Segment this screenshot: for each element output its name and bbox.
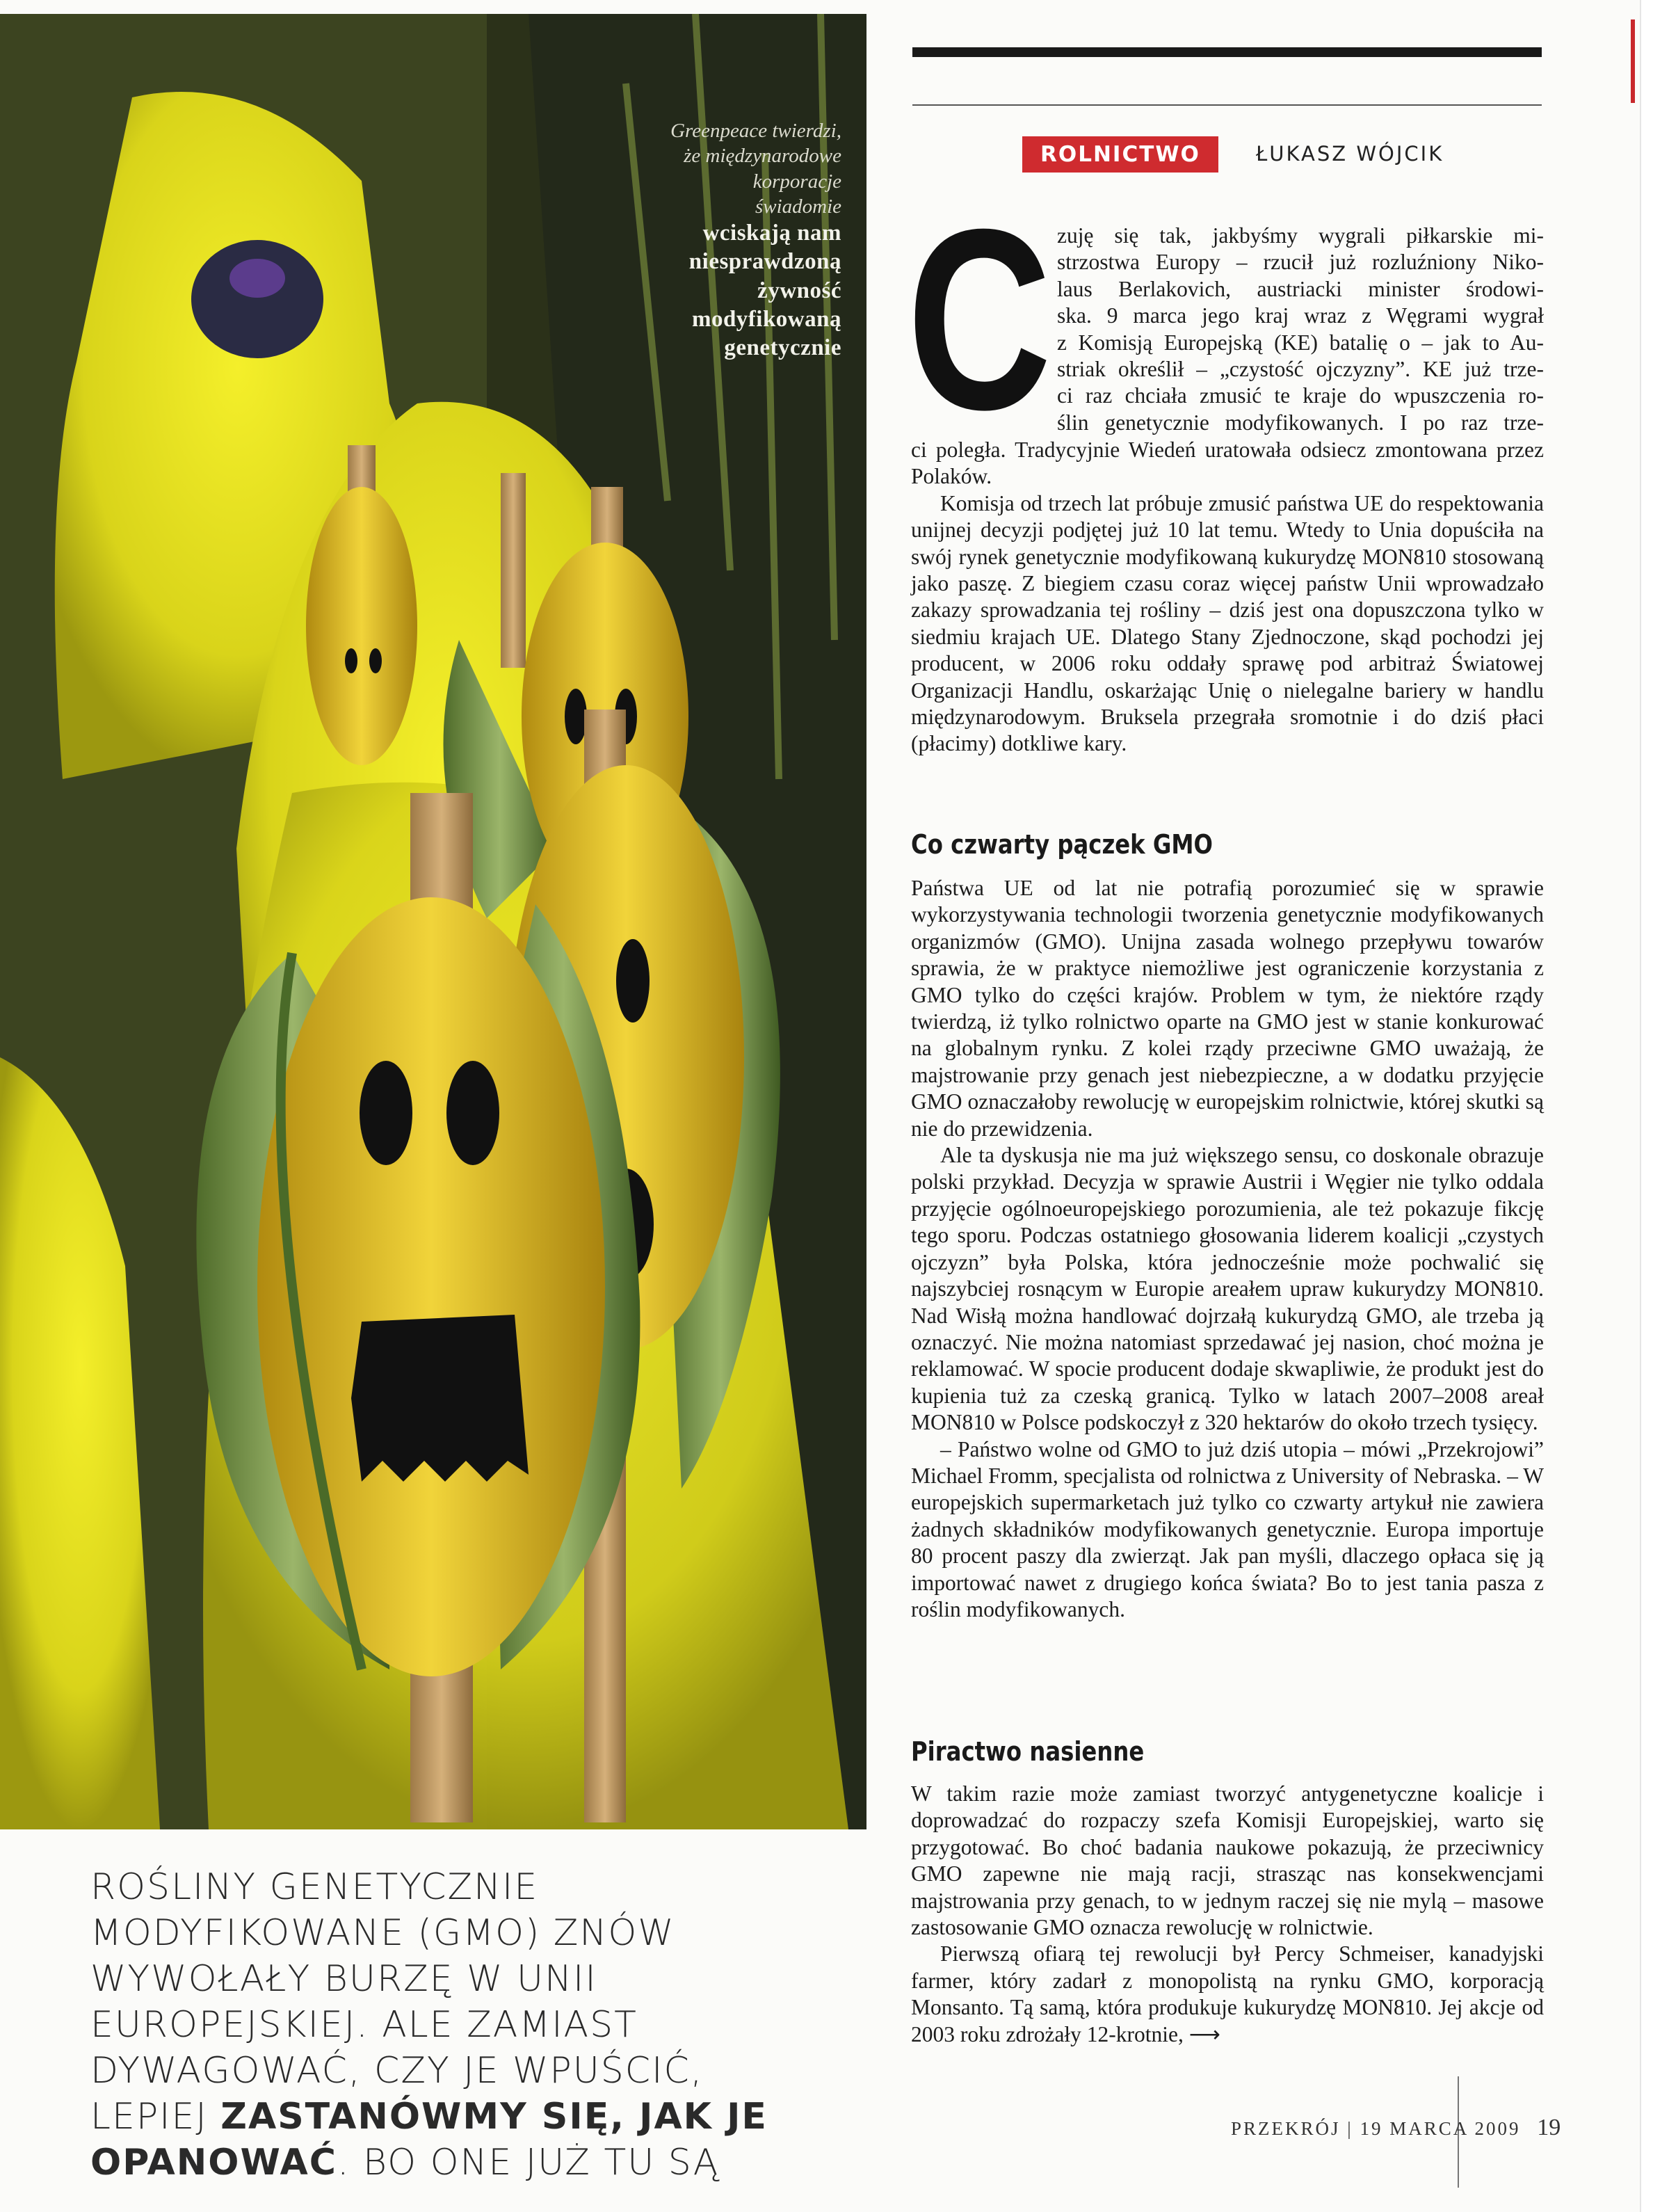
magazine-name: PRZEKRÓJ xyxy=(1231,2118,1341,2139)
page-margin-strip xyxy=(1640,0,1669,2212)
page-number: 19 xyxy=(1537,2115,1561,2140)
red-edge-mark xyxy=(1631,19,1635,103)
intro-line: ślin genetycznie modyfikowanych. I po raz trze- xyxy=(1057,410,1544,435)
intro-line: laus Berlakovich, austriacki minister środowi- xyxy=(1057,276,1544,301)
intro-line: ska. 9 marca jego kraj wraz z Węgrami wygrał xyxy=(1057,303,1544,328)
paragraph: W takim razie może zamiast tworzyć antygenetyczne koalicje i doprowadzać do rozpaczy szefa Komisji Europejskiej, warto się przygotować. Bo choć badania naukowe pokazują, że przeciwnicy GMO zapewne nie mają racji, strasząc nas konsekwencjami majstrowania przy genach, to w jednym raczej się nie mylą – masowe zastosowanie GMO oznacza rewolucję w rolnictwie. xyxy=(911,1781,1544,1940)
caption-italic-line: Greenpeace twierdzi, xyxy=(670,120,841,142)
article-photo xyxy=(0,14,866,1829)
caption-bold-line: genetycznie xyxy=(724,335,841,360)
paragraph: Państwa UE od lat nie potrafią porozumieć się w sprawie wykorzystywania technologii tworzenia genetycznie modyfikowanych organizmów (GMO). Unijna zasada wolnego przepływu towarów sprawia, że w praktyce niemożliwe jest ograniczenie korzystania z GMO tylko do części krajów. Problem w tym, że niektóre rządy twierdzą, iż tylko rolnictwo oparte na GMO jest w stanie konkurować na globalnym rynku. Z kolei rządy przeciwne GMO uważają, że majstrowanie przy genach jest niebezpieczne, a w dodatku przyjęcie GMO oznaczałoby rewolucję w europejskim rolnictwie, której skutki są nie do przewidzenia. xyxy=(911,876,1544,1141)
caption-bold-line: modyfikowaną xyxy=(691,306,841,332)
paragraph xyxy=(911,1941,1544,2048)
article-body-part3 xyxy=(911,1781,1544,2048)
subheading: Co czwarty pączek GMO xyxy=(911,829,1214,860)
issue-date: 19 MARCA 2009 xyxy=(1360,2118,1521,2139)
caption-bold-line: wciskają nam xyxy=(702,221,841,246)
caption-bold-line: żywność xyxy=(757,278,841,303)
footer-separator: | xyxy=(1347,2118,1353,2139)
caption-bold-line: niesprawdzoną xyxy=(688,249,841,275)
caption-italic-line: że międzynarodowe xyxy=(684,145,841,168)
top-rule xyxy=(912,47,1542,57)
paragraph: Komisja od trzech lat próbuje zmusić państwa UE do respektowania unijnej decyzji podjętej już 10 lat temu. Wtedy to Unia dopuściła na swój rynek genetycznie modyfikowaną kukurydzę MON810 stosowaną jako paszę. Z biegiem czasu coraz więcej państw Unii wprowadzało zakazy sprowadzania tej rośliny – dziś jest ona dopuszczona tylko w siedmiu krajach UE. Dlatego Stany Zjednoczone, skąd pochodzi jej producent, w 2006 roku oddały sprawę pod arbitraż Światowej Organizacji Handlu, oskarżając Unię o nielegalne bariery w handlu międzynarodowym. Bruksela przegrała sromotnie i do dziś płaci (płacimy) dotkliwe kary. xyxy=(911,490,1544,756)
photo-caption xyxy=(584,118,841,362)
lead-text-end: . BO ONE JUŻ TU SĄ xyxy=(337,2142,720,2183)
continue-arrow-icon: ⟶ xyxy=(1188,2021,1220,2046)
paragraph-text: Pierwszą ofiarą tej rewolucji był Percy Schmeiser, kanadyjski farmer, który zadarł z monopolistą na rynku GMO, korporacją Monsanto. Tą samą, która produkuje kukurydzę MON810. Jej akcje od 2003 roku zdrożały 12-krotnie, xyxy=(911,1941,1544,2046)
article-body-part1 xyxy=(911,437,1544,758)
intro-line: ci raz chciała zmusić te kraje do wpuszczenia ro- xyxy=(1057,383,1544,408)
lead-bold-text: ZASTANÓWMY SIĘ, JAK JE OPANOWAĆ xyxy=(90,2096,768,2183)
caption-italic-line: korporacje xyxy=(752,170,841,193)
intro-wrapped-lines xyxy=(1057,223,1544,436)
header-rule xyxy=(912,104,1542,106)
intro-line: striak określił – „czystość ojczyzny”. KE już trze- xyxy=(1057,357,1544,382)
article-body-part2 xyxy=(911,875,1544,1623)
lead-text: ROŚLINY GENETYCZNIE MODYFIKOWANE (GMO) ZNÓW WYWOŁAŁY BURZĘ W UNII EUROPEJSKIEJ. ALE ZAMIAST DYWAGOWAĆ, CZY JE WPUŚCIĆ, LEPIEJ xyxy=(90,1866,704,2138)
article-lead xyxy=(90,1864,828,2186)
author-name: ŁUKASZ WÓJCIK xyxy=(1256,142,1444,166)
intro-continuation: ci poległa. Tradycyjnie Wiedeń uratowała odsiecz zmontowana przez Polaków. xyxy=(911,438,1544,489)
intro-line: strzostwa Europy – rzucił już rozluźniony Niko- xyxy=(1057,250,1544,275)
section-badge: ROLNICTWO xyxy=(1022,136,1218,173)
subheading: Piractwo nasienne xyxy=(911,1736,1145,1767)
paragraph: Ale ta dyskusja nie ma już większego sensu, co doskonale obrazuje polski przykład. Decyzja w sprawie Austrii i Węgier nie tylko oddala przyjęcie ogólnoeuropejskiego porozumienia, ale też pokazuje fikcję tego sporu. Podczas ostatniego głosowania liderem koalicji „czystych ojczyzn” była Polska, która jednocześnie może pochwalić się najszybciej rosnącym w Europie areałem upraw kukurydzy MON810. Nad Wisłą można handlować dojrzałą kukurydzą GMO, ale trzeba ją oznaczyć. Nie można natomiast sprzedawać jej nasion, choć można je reklamować. W spocie producent dodaje skwapliwie, że produkt jest do kupienia tuż za czeską granicą. Tylko w latach 2007–2008 areał MON810 w Polsce podskoczył z 320 hektarów do około trzech tysięcy. xyxy=(911,1143,1544,1435)
intro-line: zuję się tak, jakbyśmy wygrali piłkarskie mi- xyxy=(1057,223,1544,248)
paragraph: – Państwo wolne od GMO to już dziś utopia – mówi „Przekrojowi” Michael Fromm, specjalista od rolnictwa z University of Nebraska. – W europejskich supermarketach już tylko co czwarty artykuł nie zawiera żadnych składników modyfikowanych genetycznie. Europa importuje 80 procent paszy dla zwierząt. Jak pan myśli, dlaczego opłaca się ją importować nawet z drugiego końca świata? Bo to jest tania pasza z roślin modyfikowanych. xyxy=(911,1436,1544,1621)
caption-italic-line: świadomie xyxy=(755,195,841,218)
intro-line: z Komisją Europejską (KE) batalię o – jak to Au- xyxy=(1057,330,1544,355)
page-footer xyxy=(1231,2115,1561,2141)
drop-cap: C xyxy=(907,176,1052,463)
